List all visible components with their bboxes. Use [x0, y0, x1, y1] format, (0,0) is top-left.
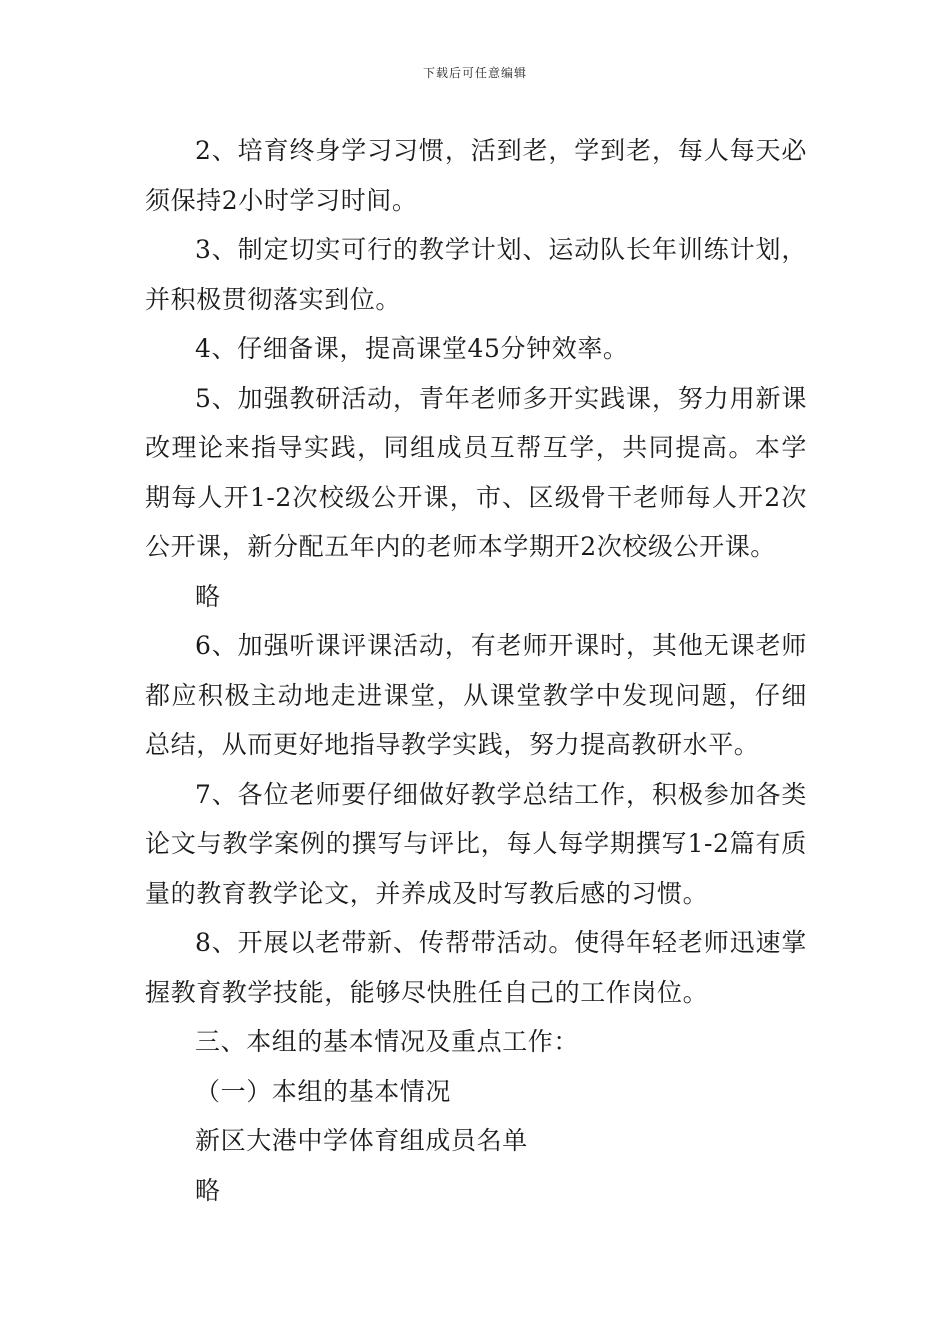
paragraph-item-7: 7、各位老师要仔细做好教学总结工作，积极参加各类论文与教学案例的撰写与评比，每人每学期撰写1-2篇有质量的教育教学论文，并养成及时写教后感的习惯。: [145, 779, 807, 908]
paragraph-item-3: 3、制定切实可行的教学计划、运动队长年训练计划，并积极贯彻落实到位。: [145, 235, 807, 314]
member-list-title: 新区大港中学体育组成员名单: [195, 1126, 528, 1155]
document-body: [145, 126, 807, 1215]
paragraph-item-8: 8、开展以老带新、传帮带活动。使得年轻老师迅速掌握教育教学技能，能够尽快胜任自己的工作岗位。: [145, 928, 807, 1007]
paragraph-omitted: 略: [195, 581, 221, 611]
paragraph-item-6: 6、加强听课评课活动，有老师开课时，其他无课老师都应积极主动地走进课堂，从课堂教学中发现问题，仔细总结，从而更好地指导教学实践，努力提高教研水平。: [145, 631, 807, 759]
paragraph-item-4: 4、仔细备课，提高课堂45分钟效率。: [195, 334, 629, 363]
page-header: 下载后可任意编辑: [422, 66, 527, 80]
paragraph-item-2: 2、培育终身学习习惯，活到老，学到老，每人每天必须保持2小时学习时间。: [145, 136, 807, 215]
paragraph-item-5: 5、加强教研活动，青年老师多开实践课，努力用新课改理论来指导实践，同组成员互帮互学，共同提高。本学期每人开1-2次校级公开课，市、区级骨干老师每人开2次公开课，新分配五年内的老师本学期开2次校级公开课。: [145, 383, 807, 561]
paragraph-omitted-2: 略: [195, 1175, 221, 1205]
subsection-heading: （一）本组的基本情况: [195, 1076, 452, 1106]
section-heading: 三、本组的基本情况及重点工作：: [195, 1027, 580, 1056]
